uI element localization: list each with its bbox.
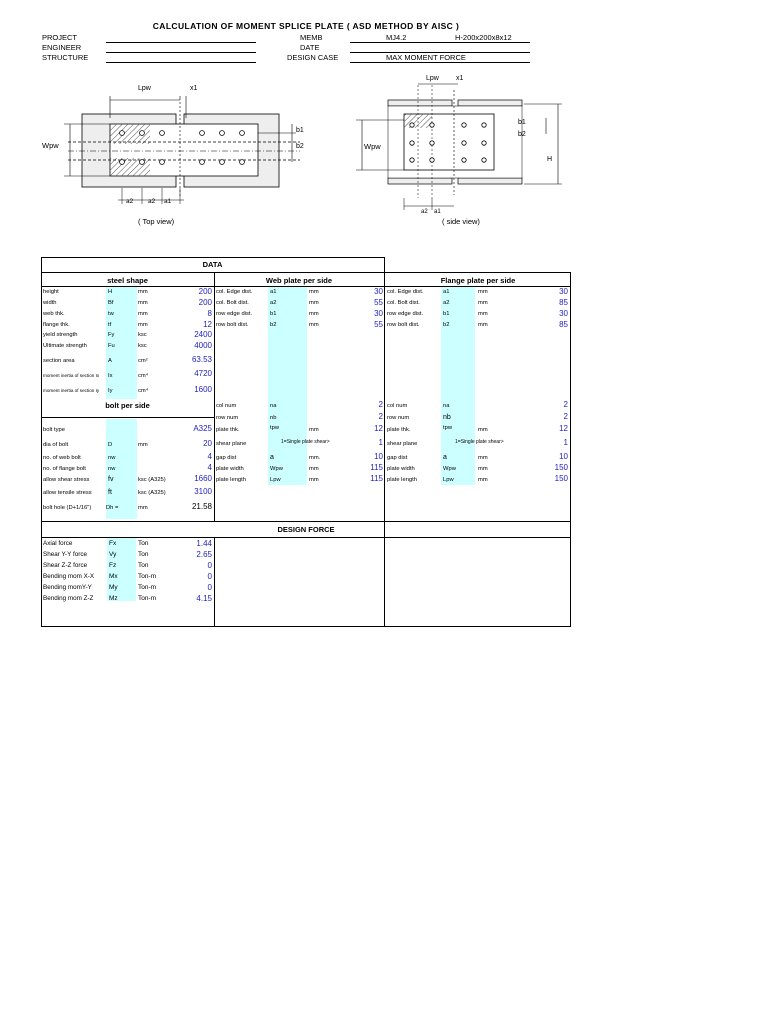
side-view-diagram (348, 70, 570, 230)
engineer-field[interactable] (106, 52, 256, 53)
cell-value[interactable]: 0 (207, 561, 212, 570)
cell-value[interactable]: 30 (374, 287, 383, 296)
cell-symbol: Bf (108, 300, 114, 306)
cell-label: moment inertia of section Iy (43, 388, 100, 393)
cell-unit: mm. (309, 455, 321, 461)
design-case-label: DESIGN CASE (287, 53, 339, 62)
cell-value[interactable]: 2.65 (196, 550, 212, 559)
steel-shape-heading: steel shape (107, 276, 148, 285)
cell-unit: mm (478, 311, 488, 317)
web-plate-heading: Web plate per side (265, 276, 333, 285)
cell-label: Axial force (43, 540, 73, 547)
page-title: CALCULATION OF MOMENT SPLICE PLATE ( ASD METHOD BY AISC ) (152, 21, 460, 31)
cell-symbol: Fu (108, 343, 115, 349)
cell-label: col num (387, 403, 408, 409)
cell-symbol: a1 (443, 289, 450, 295)
cell-label: height (43, 289, 59, 295)
cell-unit: cm⁴ (138, 373, 149, 379)
cell-symbol: A (108, 358, 112, 364)
a2-label: a2 (148, 198, 156, 205)
cell-symbol: 1=Single plate shear> (281, 439, 330, 445)
a2-label: a2 (126, 198, 134, 205)
cell-label: gap dist (387, 455, 408, 461)
cell-value[interactable]: 12 (559, 424, 568, 433)
cell-unit: mm (478, 455, 488, 461)
cell-unit: ksc (138, 332, 147, 338)
cell-unit: mm (309, 300, 319, 306)
cell-value[interactable]: 4000 (194, 341, 212, 350)
cell-label: row num (387, 415, 410, 421)
cell-unit: Ton-m (138, 573, 157, 580)
cell-label: bolt type (43, 427, 65, 433)
cell-label: allow tensile stress (43, 490, 92, 496)
cell-unit: mm (309, 289, 319, 295)
cell-symbol: a2 (443, 300, 450, 306)
cell-label: plate thk. (216, 427, 240, 433)
cell-label: col. Edge dist. (387, 289, 424, 295)
top-view-diagram (38, 78, 328, 228)
cell-value[interactable]: 12 (374, 424, 383, 433)
cell-label: plate length (216, 477, 246, 483)
cell-value[interactable]: 200 (198, 287, 212, 296)
cell-value[interactable]: 1 (378, 438, 383, 447)
cell-unit: mm (478, 466, 488, 472)
cell-value[interactable]: 12 (203, 320, 212, 329)
cell-symbol: Fy (108, 332, 115, 338)
cell-symbol: Fz (109, 562, 117, 569)
cell-label: flange thk. (43, 322, 70, 328)
flange-shape (458, 178, 522, 184)
cell-label: row bolt dist. (387, 322, 420, 328)
flange-plate-heading: Flange plate per side (440, 276, 516, 285)
cell-symbol: a (443, 454, 447, 461)
bolt-heading: bolt per side (105, 401, 150, 410)
cell-value[interactable]: 2 (563, 412, 568, 421)
cell-value[interactable]: 4 (207, 463, 212, 472)
cell-label: bolt hole (D+1/16") (43, 505, 92, 511)
cell-value[interactable]: 30 (559, 287, 568, 296)
cell-symbol: 1=Single plate shear> (455, 439, 504, 445)
cell-unit: cm² (138, 358, 148, 364)
cell-label: web thk. (43, 311, 65, 317)
date-field[interactable] (350, 52, 530, 53)
cell-unit: mm (309, 427, 319, 433)
cell-value[interactable]: 2 (378, 412, 383, 421)
cell-label: shear plane (387, 441, 418, 447)
cell-label: Shear Z-Z force (43, 562, 88, 569)
section-value: H-200x200x8x12 (455, 33, 512, 42)
cell-unit: Ton (138, 562, 149, 569)
cell-label: moment inertia of section Ix (43, 373, 100, 378)
cell-value[interactable]: 30 (374, 309, 383, 318)
cell-value[interactable]: 1660 (194, 474, 212, 483)
flange-shape (458, 100, 522, 106)
cell-label: no. of flange bolt (43, 466, 86, 472)
cell-label: col. Bolt dist. (216, 300, 249, 306)
wpw-label: Wpw (42, 141, 59, 150)
cell-value[interactable]: 0 (207, 572, 212, 581)
cell-symbol: Wpw (270, 466, 283, 472)
cell-symbol: ft (108, 489, 112, 496)
cell-unit: Ton-m (138, 595, 157, 602)
cell-unit: mm (478, 300, 488, 306)
a1-label: a1 (434, 209, 441, 215)
cell-symbol: nw (108, 466, 116, 472)
cell-label: Bending momY-Y (43, 584, 92, 591)
cell-label: dia of bolt (43, 442, 69, 448)
cell-label: no. of web bolt (43, 455, 81, 461)
cell-symbol: nb (443, 414, 451, 421)
cell-value[interactable]: 30 (559, 309, 568, 318)
cell-label: col. Edge dist. (216, 289, 253, 295)
cell-value[interactable]: 115 (370, 463, 383, 472)
cell-unit: mm (138, 300, 148, 306)
cell-symbol: a1 (270, 289, 277, 295)
cell-unit: mm (309, 311, 319, 317)
cell-unit: Ton (138, 540, 149, 547)
cell-label: col. Bolt dist. (387, 300, 420, 306)
cell-symbol: tw (108, 311, 114, 317)
cell-unit: ksc (A325) (138, 477, 166, 483)
cell-symbol: Lpw (443, 477, 454, 483)
cell-value: 21.58 (191, 502, 212, 511)
cell-unit: cm⁴ (138, 388, 149, 394)
design-case-field[interactable] (350, 62, 530, 63)
b2-label: b2 (518, 131, 526, 138)
date-label: DATE (300, 43, 320, 52)
cell-symbol: b2 (443, 322, 450, 328)
top-view-caption: ( Top view) (138, 217, 175, 226)
cell-unit: Ton (138, 551, 149, 558)
cell-symbol: tpw (443, 425, 453, 431)
cell-symbol: Mz (109, 595, 118, 602)
cell-value[interactable]: 10 (374, 452, 383, 461)
memb-value: MJ4.2 (386, 33, 407, 42)
a1-label: a1 (164, 198, 172, 205)
data-table (41, 257, 571, 627)
cell-symbol: Mx (109, 573, 118, 580)
cell-symbol: fv (108, 476, 114, 483)
cell-value[interactable]: 150 (554, 463, 568, 472)
flange-shape (388, 100, 452, 106)
cell-label: row num (216, 415, 239, 421)
lpw-label: Lpw (426, 75, 439, 82)
cell-label: shear plane (216, 441, 247, 447)
cell-label: col num (216, 403, 237, 409)
cell-value[interactable]: 4 (207, 452, 212, 461)
cell-value[interactable]: 55 (374, 320, 383, 329)
cell-value[interactable]: 4.15 (196, 594, 212, 603)
structure-label: STRUCTURE (42, 53, 89, 62)
cell-label: allow shear stress (43, 477, 90, 483)
cell-symbol: My (109, 584, 118, 591)
cell-unit: mm (309, 322, 319, 328)
design-force-heading: DESIGN FORCE (277, 525, 335, 534)
cell-symbol: tf (108, 322, 112, 328)
cell-value[interactable]: 20 (203, 439, 212, 448)
cell-symbol: a (270, 454, 274, 461)
cell-label: Bending mom X-X (43, 573, 95, 580)
cell-unit: mm (309, 477, 319, 483)
cell-unit: ksc (138, 343, 147, 349)
cell-unit: ksc (A325) (138, 490, 166, 496)
side-view-caption: ( side view) (442, 217, 480, 226)
cell-symbol: na (270, 403, 277, 409)
cell-symbol: a2 (270, 300, 277, 306)
data-title: DATA (202, 260, 223, 269)
project-field[interactable] (106, 42, 256, 43)
cell-value[interactable]: 10 (559, 452, 568, 461)
cell-unit: mm (138, 289, 148, 295)
cell-value[interactable]: 1.44 (196, 539, 212, 548)
cell-value[interactable]: 200 (198, 298, 212, 307)
cell-label: yield strength (43, 332, 78, 338)
cell-symbol: nw (108, 455, 116, 461)
cell-symbol: Fx (109, 540, 117, 547)
cell-symbol: b1 (443, 311, 450, 317)
cell-value[interactable]: 55 (374, 298, 383, 307)
engineer-label: ENGINEER (42, 43, 82, 52)
cell-unit: mm (478, 427, 488, 433)
cell-symbol: Lpw (270, 477, 281, 483)
cell-unit: mm (138, 442, 148, 448)
cell-symbol: nb (270, 415, 277, 421)
cell-label: gap dist (216, 455, 237, 461)
cell-value[interactable]: 4720 (194, 369, 212, 378)
wpw-label: Wpw (364, 142, 381, 151)
cell-value[interactable]: 115 (370, 474, 383, 483)
b1-label: b1 (296, 127, 304, 134)
cell-label: row edge dist. (387, 311, 424, 317)
b1-label: b1 (518, 119, 526, 126)
cell-symbol: Vy (109, 551, 117, 558)
flange-shape (388, 178, 452, 184)
h-label: H (547, 156, 553, 163)
cell-unit: mm (309, 466, 319, 472)
cell-value[interactable]: 85 (559, 320, 568, 329)
cell-symbol: na (443, 403, 450, 409)
cell-label: plate thk. (387, 427, 411, 433)
cell-value[interactable]: 1 (563, 438, 568, 447)
cell-value[interactable]: 1600 (194, 385, 212, 394)
cell-symbol: D (108, 442, 113, 448)
cell-label: row bolt dist. (216, 322, 249, 328)
cell-label: plate width (387, 466, 415, 472)
memb-label: MEMB (300, 33, 323, 42)
cell-unit: mm (478, 322, 488, 328)
cell-symbol: Dh = (106, 505, 119, 511)
cell-unit: mm (138, 505, 148, 511)
cell-label: width (43, 300, 57, 306)
cell-symbol: b1 (270, 311, 277, 317)
structure-field[interactable] (106, 62, 256, 63)
cell-unit: mm (138, 322, 148, 328)
memb-field[interactable] (350, 42, 530, 43)
cell-value[interactable]: 3100 (194, 487, 212, 496)
cell-value[interactable]: 8 (207, 309, 212, 318)
cell-unit: mm (138, 311, 148, 317)
cell-value[interactable]: 85 (559, 298, 568, 307)
a2-label: a2 (421, 209, 428, 215)
project-label: PROJECT (42, 33, 78, 42)
cell-unit: mm (478, 477, 488, 483)
cell-unit: mm (478, 289, 488, 295)
cell-value[interactable]: 63.53 (191, 355, 212, 364)
cell-label: Ultimate strength (43, 343, 87, 349)
x1-label: x1 (190, 85, 198, 92)
cell-value[interactable]: 2 (378, 400, 383, 409)
lpw-label: Lpw (138, 85, 151, 92)
cell-unit: Ton-m (138, 584, 157, 591)
cell-symbol: Ix (108, 373, 113, 379)
cell-value[interactable]: A325 (193, 424, 212, 433)
b2-label: b2 (296, 143, 304, 150)
cell-value[interactable]: 2 (563, 400, 568, 409)
x1-label: x1 (456, 75, 464, 82)
cell-symbol: b2 (270, 322, 277, 328)
cell-value[interactable]: 2400 (194, 330, 212, 339)
cell-label: row edge dist. (216, 311, 253, 317)
cell-label: Shear Y-Y force (43, 551, 87, 558)
cell-symbol: Iy (108, 388, 113, 394)
cell-label: plate length (387, 477, 417, 483)
cell-label: section area (43, 358, 75, 364)
cell-symbol: H (108, 289, 113, 295)
cell-symbol: tpw (270, 425, 280, 431)
cell-value[interactable]: 150 (554, 474, 568, 483)
cell-value[interactable]: 0 (207, 583, 212, 592)
cell-label: Bending mom Z-Z (43, 595, 94, 602)
design-case-value: MAX MOMENT FORCE (386, 53, 466, 62)
cell-label: plate width (216, 466, 244, 472)
cell-symbol: Wpw (443, 466, 456, 472)
